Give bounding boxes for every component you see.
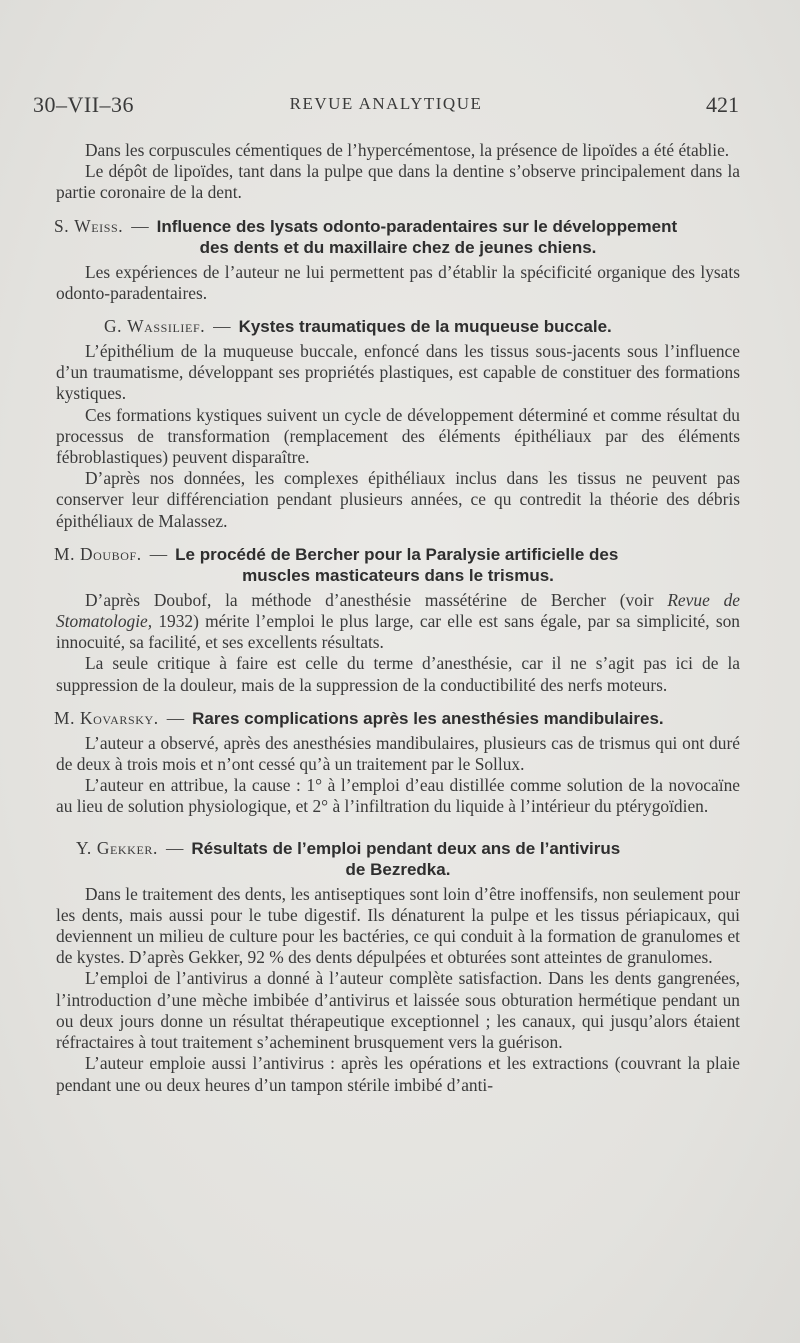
entry-title: Kystes traumatiques de la muqueuse buccale. [238,317,612,337]
paragraph: Ces formations kystiques suivent un cycle de développement déterminé et comme résultat du processus de transformation (remplacement des éléments épithéliaux par des éléments fébroblastiques) peuvent disparaître. [56,404,740,468]
entry-heading [56,544,740,586]
running-head [33,92,739,120]
paragraph: L’auteur en attribue, la cause : 1° à l’emploi d’eau distillée comme solution de la novocaïne au lieu de solution physiologique, et 2° à l’infiltration du liquide à l’intérieur du ptérygoïdien. [56,775,740,817]
intro-section [56,140,740,204]
heading-dash: — [166,707,185,728]
paragraph: Dans les corpuscules cémentiques de l’hypercémentose, la présence de lipoïdes a été établie. [85,140,730,160]
entry-title: Rares complications après les anesthésies mandibulaires. [192,708,664,728]
entry-title: Le procédé de Bercher pour la Paralysie artificielle des [175,544,619,564]
entry-author: M. Doubof. [54,543,142,564]
entry-title: Résultats de l’emploi pendant deux ans de l’antivirus [191,838,621,858]
paragraph: D’après Doubof, la méthode d’anesthésie massétérine de Bercher (voir Revue de Stomatologie, 1932) mérite l’emploi le plus large, car elle est sans égale, par sa simplicité, son innocuité, sa facilité, et ses excellents résultats. [56,589,740,653]
entry-heading [56,838,740,880]
heading-dash: — [165,837,184,858]
journal-title: REVUE ANALYTIQUE [289,94,483,113]
journal-reference: Revue de Stomatologie, [56,589,740,632]
entry-author: Y. Gekker. [76,837,158,858]
abstract-entry [56,838,740,1096]
abstract-entry [56,316,740,532]
paragraph: Les expériences de l’auteur ne lui permettent pas d’établir la spécificité organique des lysats odonto-paradentaires. [56,261,740,303]
entry-heading [56,216,740,258]
entry-title-continued: de Bezredka. [345,859,451,879]
entry-title-continued: muscles masticateurs dans le trismus. [242,565,554,585]
entry-heading [56,316,740,337]
entry-title-continued: des dents et du maxillaire chez de jeunes chiens. [199,237,597,257]
abstract-entry [56,708,740,818]
paragraph: L’emploi de l’antivirus a donné à l’auteur complète satisfaction. Dans les dents gangrenées, l’introduction d’une mèche imbibée d’antivirus et laissée sous obturation hermétique pendant un ou deux jours donne un résultat thérapeutique exceptionnel ; les canaux, qui jusqu’alors étaient réfractaires à tout traitement s’acheminent brusquement vers la guérison. [56,968,740,1053]
paragraph: L’auteur a observé, après des anesthésies mandibulaires, plusieurs cas de trismus qui ont duré de deux à trois mois et n’ont cessé qu’à un traitement par le Sollux. [56,732,740,775]
entry-author: M. Kovarsky. [54,707,159,728]
entry-author: G. Wassilief. [104,316,206,337]
paragraph: Le dépôt de lipoïdes, tant dans la pulpe que dans la dentine s’observe principalement dans la partie coronaire de la dent. [56,161,740,203]
page-number: 421 [706,92,739,117]
entry-heading [56,708,740,729]
heading-dash: — [149,543,168,564]
heading-dash: — [213,316,231,337]
paragraph: Dans le traitement des dents, les antiseptiques sont loin d’être inoffensifs, non seulement pour les dents, mais aussi pour le tube digestif. Ils dénaturent la pulpe et les tissus périapicaux, qui deviennent un milieu de culture pour les bactéries, ce qui conduit à la formation de granulomes et de kystes. D’après Gekker, 92 % des dents dépulpées et obturées sont atteintes de granulomes. [56,883,740,968]
paragraph: L’auteur emploie aussi l’antivirus : après les opérations et les extractions (couvrant la plaie pendant une ou deux heures d’un tampon stérile imbibé d’anti- [56,1053,740,1095]
entry-title: Influence des lysats odonto-paradentaires sur le développement [156,216,678,236]
abstract-entry [56,544,740,696]
paragraph: D’après nos données, les complexes épithéliaux inclus dans les tissus ne peuvent pas conserver leur différenciation pendant plusieurs années, ce qu contredit la théorie des débris épithéliaux de Malassez. [56,468,740,531]
paragraph: La seule critique à faire est celle du terme d’anesthésie, car il ne s’agit pas ici de la suppression de la douleur, mais de la suppression de la conductibilité des nerfs moteurs. [56,653,740,695]
page-body [56,140,740,1096]
heading-dash: — [131,215,149,236]
issue-date: 30–VII–36 [33,92,135,117]
entry-author: S. Weiss. [54,215,124,236]
paragraph: L’épithélium de la muqueuse buccale, enfoncé dans les tissus sous-jacents sous l’influence d’un traumatisme, développant ses propriétés plastiques, est capable de constituer des formations kystiques. [56,341,740,404]
abstract-entry [56,216,740,304]
